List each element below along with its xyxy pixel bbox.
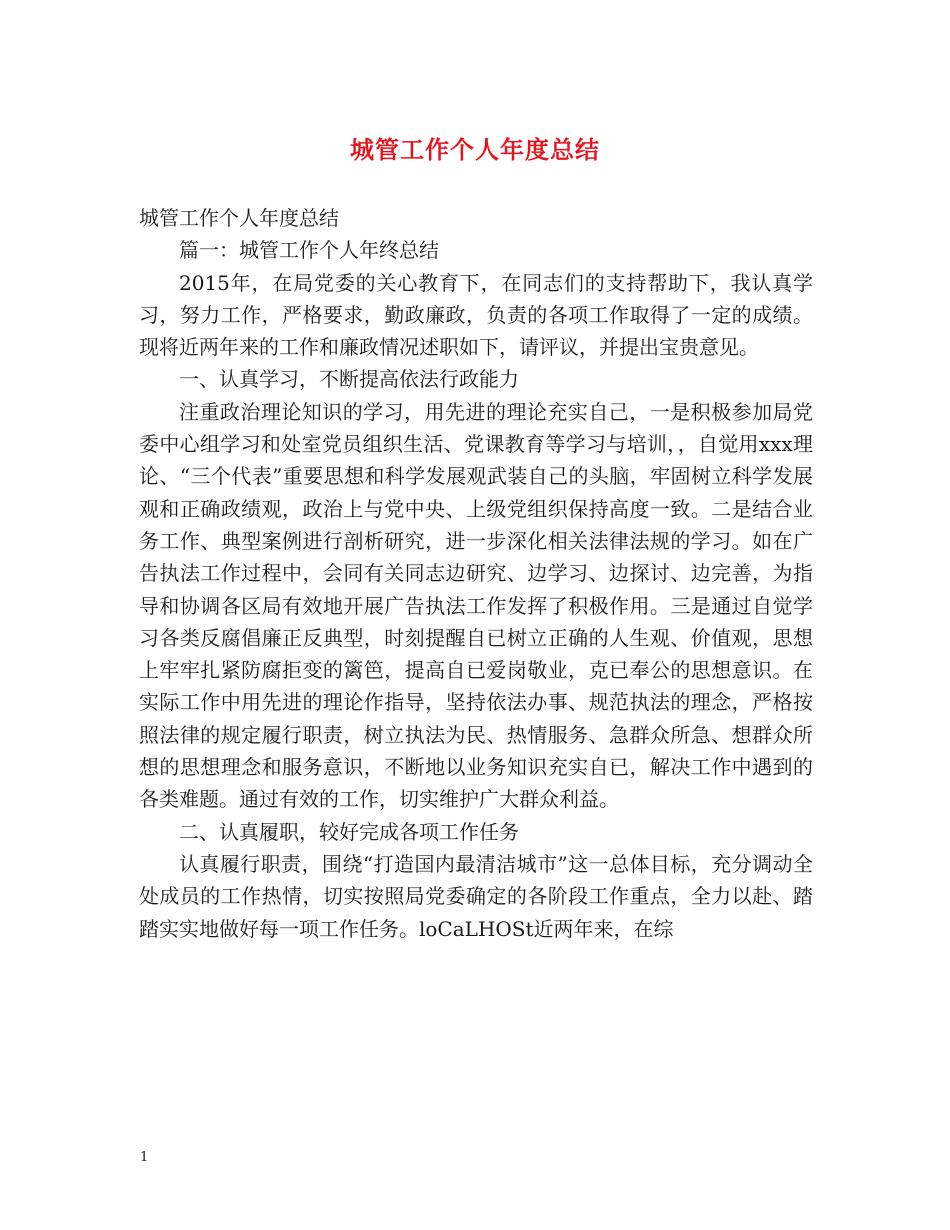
paragraph-duties: 认真履行职责，围绕“打造国内最清洁城市”这一总体目标，充分调动全处成员的工作热情，切实按照局党委确定的各阶段工作重点，全力以赴、踏踏实实地做好每一项工作任务。loCaLHOSt近两年来，在综 bbox=[139, 851, 813, 941]
paragraph-heading-1: 一、认真学习，不断提高依法行政能力 bbox=[179, 367, 519, 392]
paragraph-heading-2: 二、认真履职，较好完成各项工作任务 bbox=[179, 819, 519, 844]
document-body bbox=[139, 202, 813, 945]
paragraph-heading: 城管工作个人年度总结 bbox=[139, 206, 339, 230]
page-number: 1 bbox=[140, 1150, 149, 1165]
paragraph-intro: 2015年，在局党委的关心教育下，在同志们的支持帮助下，我认真学习，努力工作，严格要求，勤政廉政，负责的各项工作取得了一定的成绩。现将近两年来的工作和廉政情况述职如下，请评议，并提出宝贵意见。 bbox=[139, 270, 813, 360]
document-title: 城管工作个人年度总结 bbox=[350, 135, 600, 164]
paragraph-section-title: 篇一：城管工作个人年终总结 bbox=[179, 238, 439, 263]
paragraph-study: 注重政治理论知识的学习，用先进的理论充实自己，一是积极参加局党委中心组学习和处室党员组织生活、党课教育等学习与培训，，自觉用xxx理论、“三个代表”重要思想和科学发展观武装自己的头脑，牢固树立科学发展观和正确政绩观，政治上与党中央、上级党组织保持高度一致。二是结合业务工作、典型案例进行剖析研究，进一步深化相关法律法规的学习。如在广告执法工作过程中，会同有关同志边研究、边学习、边探讨、边完善，为指导和协调各区局有效地开展广告执法工作发挥了积极作用。三是通过自觉学习各类反腐倡廉正反典型，时刻提醒自已树立正确的人生观、价值观，思想上牢牢扎紧防腐拒变的篱笆，提高自已爱岗敬业，克已奉公的思想意识。在实际工作中用先进的理论作指导，坚持依法办事、规范执法的理念，严格按照法律的规定履行职责，树立执法为民、热情服务、急群众所急、想群众所想的思想理念和服务意识，不断地以业务知识充实自已，解决工作中遇到的各类难题。通过有效的工作，切实维护广大群众利益。 bbox=[139, 399, 813, 812]
